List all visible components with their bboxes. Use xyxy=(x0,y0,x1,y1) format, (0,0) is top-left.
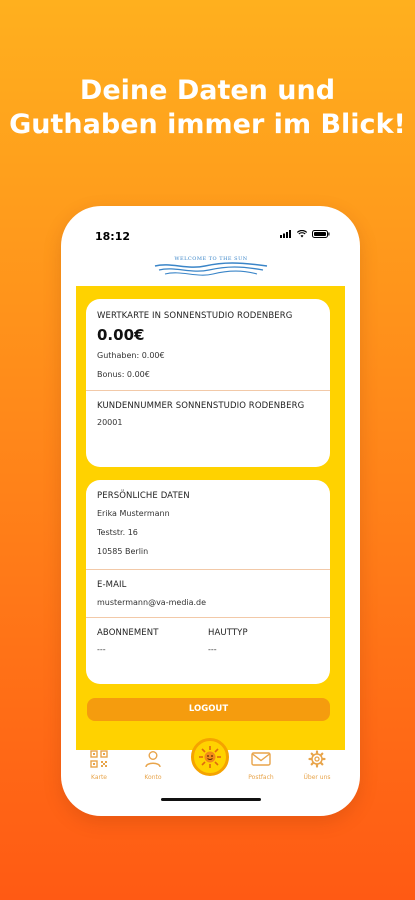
tab-bar xyxy=(61,730,360,790)
personal-section xyxy=(86,480,330,557)
email-value: mustermann@va-media.de xyxy=(97,598,207,607)
skintype-block xyxy=(208,627,248,655)
gear-icon xyxy=(308,750,326,768)
home-indicator xyxy=(161,798,261,801)
headline-line-2: Guthaben immer im Blick! xyxy=(9,109,406,140)
tab-postfach[interactable] xyxy=(241,750,281,782)
personal-street: Teststr. 16 xyxy=(97,528,138,537)
email-label: E-MAIL xyxy=(97,580,127,590)
subscription-skintype-section xyxy=(86,618,330,658)
brand-logo-text: WELCOME TO THE SUN xyxy=(174,256,248,262)
wallet-section xyxy=(86,299,330,380)
skintype-value: --- xyxy=(208,645,217,654)
user-icon xyxy=(144,750,162,768)
customer-number-section xyxy=(86,391,330,428)
personal-title: PERSÖNLICHE DATEN xyxy=(97,491,190,501)
logout-button[interactable]: LOGOUT xyxy=(87,698,330,721)
skintype-label: HAUTTYP xyxy=(208,628,248,638)
tab-karte[interactable] xyxy=(79,750,119,782)
phone-frame xyxy=(61,206,360,816)
wallet-bonus: Bonus: 0.00€ xyxy=(97,370,150,379)
tab-konto[interactable] xyxy=(133,750,173,782)
wallet-credit: Guthaben: 0.00€ xyxy=(97,351,165,360)
subscription-label: ABONNEMENT xyxy=(97,628,159,638)
status-time: 18:12 xyxy=(95,230,131,243)
wallet-card xyxy=(86,299,330,467)
signal-icon xyxy=(280,230,292,238)
subscription-value: --- xyxy=(97,645,106,654)
personal-city: 10585 Berlin xyxy=(97,547,149,556)
subscription-block xyxy=(97,627,159,655)
wallet-amount: 0.00€ xyxy=(97,326,145,344)
wave-logo-icon xyxy=(151,252,271,282)
tab-ueber-uns[interactable] xyxy=(297,750,337,782)
wallet-title: WERTKARTE IN SONNENSTUDIO RODENBERG xyxy=(97,311,293,321)
tab-home[interactable] xyxy=(191,738,229,776)
battery-icon xyxy=(312,230,330,238)
brand-logo xyxy=(151,252,271,282)
email-section xyxy=(86,570,330,608)
tab-postfach-label: Postfach xyxy=(248,774,274,781)
headline-line-1: Deine Daten und xyxy=(79,75,336,106)
sun-logo-icon xyxy=(198,745,222,769)
customer-number-label: KUNDENNUMMER SONNENSTUDIO RODENBERG xyxy=(97,401,305,411)
customer-number-value: 20001 xyxy=(97,418,123,427)
mail-icon xyxy=(251,750,271,768)
qr-code-icon xyxy=(90,750,108,768)
personal-name: Erika Mustermann xyxy=(97,509,170,518)
wifi-icon xyxy=(297,230,307,238)
tab-konto-label: Konto xyxy=(144,774,162,781)
promo-headline xyxy=(0,74,415,142)
status-bar xyxy=(61,206,360,250)
account-content[interactable] xyxy=(76,286,345,750)
tab-karte-label: Karte xyxy=(90,774,108,781)
tab-ueber-uns-label: Über uns xyxy=(303,774,331,781)
status-icons xyxy=(280,230,330,238)
personal-data-card xyxy=(86,480,330,684)
